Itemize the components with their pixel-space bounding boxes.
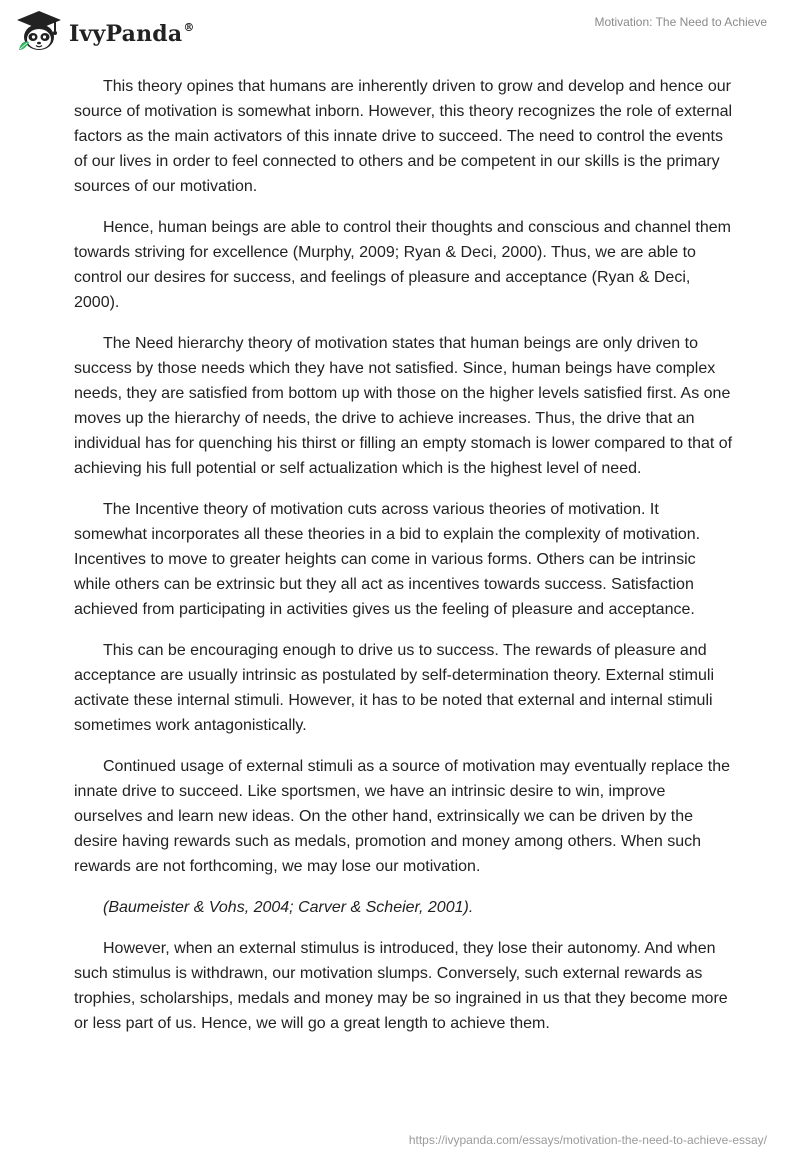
- paragraph: However, when an external stimulus is introduced, they lose their autonomy. And when such stimulus is withdrawn, our motivation slumps. Conversely, such external rewards as trophies, scholarships, medals and money may be so ingrained in us that they become more or less part of us. Hence, we will go a great length to achieve them.: [74, 940, 728, 1032]
- ivypanda-logo[interactable]: [15, 7, 195, 57]
- paragraph: Continued usage of external stimuli as a source of motivation may eventually replace the innate drive to succeed. Like sportsmen, we have an intrinsic desire to win, improve ourselves and learn new ideas. On the other hand, extrinsically we can be driven by the desire having rewards such as medals, promotion and money among others. When such rewards are not forthcoming, we may lose our motivation.: [74, 758, 731, 875]
- paragraph: Hence, human beings are able to control their thoughts and conscious and channel them towards striving for excellence (Murphy, 2009; Ryan & Deci, 2000). Thus, we are able to control our desires for success, and feelings of pleasure and acceptance (Ryan & Deci, 2000).: [74, 219, 731, 311]
- panda-graduation-cap-icon: [15, 10, 63, 54]
- source-url[interactable]: https://ivypanda.com/essays/motivation-the-need-to-achieve-essay/: [408, 1133, 767, 1147]
- page-header: [0, 0, 800, 60]
- paragraph: This can be encouraging enough to drive us to success. The rewards of pleasure and acceptance are usually intrinsic as postulated by self-determination theory. External stimuli activate these internal stimuli. However, it has to be noted that external and internal stimuli sometimes work antagonistically.: [74, 642, 715, 734]
- brand-name: IvyPanda®: [69, 20, 195, 47]
- registered-mark: ®: [183, 20, 195, 34]
- paragraph: The Incentive theory of motivation cuts across various theories of motivation. It somewhat incorporates all these theories in a bid to explain the complexity of motivation. Incentives to move to greater heights can come in various forms. Others can be intrinsic while others can be extrinsic but they all act as incentives towards success. Satisfaction achieved from participating in activities gives us the feeling of pleasure and acceptance.: [74, 501, 701, 618]
- citation-paragraph: (Baumeister & Vohs, 2004; Carver & Scheier, 2001).: [103, 899, 474, 916]
- paragraph: This theory opines that humans are inherently driven to grow and develop and hence our source of motivation is somewhat inborn. However, this theory recognizes the role of external factors as the main activators of this innate drive to succeed. The need to control the events of our lives in order to feel connected to others and be competent in our skills is the primary sources of our motivation.: [74, 78, 733, 195]
- paragraph: The Need hierarchy theory of motivation states that human beings are only driven to success by those needs which they have not satisfied. Since, human beings have complex needs, they are satisfied from bottom up with those on the higher levels satisfied first. As one moves up the hierarchy of needs, the drive to achieve increases. Thus, the drive that an individual has for quenching his thirst or filling an empty stomach is lower compared to that of achieving his full potential or self actualization which is the highest level of need.: [74, 335, 733, 477]
- document-title: Motivation: The Need to Achieve: [594, 15, 767, 29]
- essay-body: [74, 74, 734, 1052]
